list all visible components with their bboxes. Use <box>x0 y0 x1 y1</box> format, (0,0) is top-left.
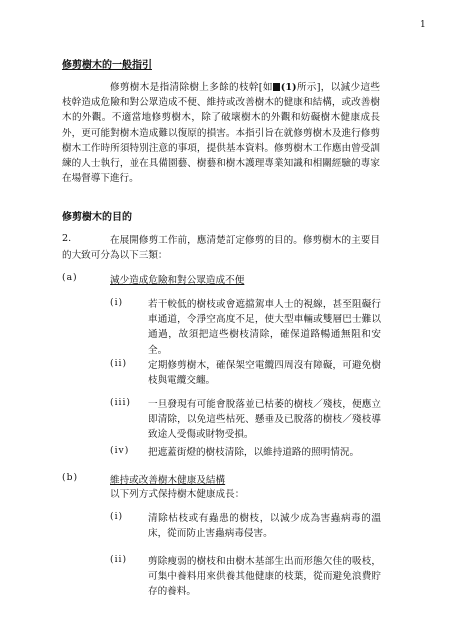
list-item-marker: (ii) <box>110 554 128 565</box>
list-item-marker: (iii) <box>110 397 131 408</box>
figure-reference-label: (1) <box>280 82 297 93</box>
list-item-text: 把遮蓋街燈的樹枝清除，以維持道路的照明情況。 <box>148 447 360 458</box>
list-item-text: 一旦發現有可能會脫落並已枯萎的樹枝／殘枝，便應立即清除，以免這些枯死、懸垂及已脫落的樹枝／殘枝導致途人受傷或財物受損。 <box>148 399 381 441</box>
list-item-text: 清除枯枝或有蟲患的樹枝，以減少成為害蟲病毒的溫床，從而防止害蟲病毒侵害。 <box>148 513 381 540</box>
subsection-b-intro: 以下列方式保持樹木健康成長： <box>110 489 245 500</box>
figure-icon <box>273 83 280 91</box>
paragraph-number: 2. <box>62 233 72 244</box>
section-heading-purpose: 修剪樹木的目的 <box>62 212 132 223</box>
list-item-marker: (ii) <box>110 358 128 369</box>
list-item-text: 定期修剪樹木，確保架空電纜四周沒有障礙，可避免樹枝與電纜交纏。 <box>148 360 381 387</box>
list-item-text: 剪除瘦弱的樹枝和由樹木基部生出而形態欠佳的吸枝，可集中養料用來供養其他健康的枝葉，從而避免浪費貯存的養料。 <box>148 556 381 598</box>
intro-paragraph <box>62 80 380 186</box>
intro-text-start: 修剪樹木是指清除樹上多餘的枝幹[如 <box>110 82 273 93</box>
intro-text-end: 所示]，以減少這些枝幹造成危險和對公眾造成不便、維持或改善樹木的健康和結構，或改善樹木的外觀。不適當地修剪樹木，除了破壞樹木的外觀和妨礙樹木健康成長外，更可能對樹木造成難以復原的損害。本指引旨在就修剪樹木及進行修剪樹木工作時所須特別注意的事項，提供基本資料。修剪樹木工作應由曾受訓練的人士執行，並在具備園藝、樹藝和樹木護理專業知識和相關經驗的專家在場督導下進行。 <box>62 82 380 185</box>
figure-reference <box>273 82 297 93</box>
list-item-marker: (iv) <box>110 445 130 456</box>
purpose-paragraph: 在展開修剪工作前，應清楚訂定修剪的目的。修剪樹木的主要目的大致可分為以下三類： <box>62 235 380 262</box>
page-number: 1 <box>420 20 426 30</box>
list-item-marker: (i) <box>110 511 124 522</box>
subsection-a-marker: (a) <box>62 272 78 283</box>
list-item-marker: (i) <box>110 297 124 308</box>
subsection-b-title: 維持或改善樹木健康及結構 <box>110 475 226 486</box>
subsection-b-marker: (b) <box>62 472 79 483</box>
list-item-text: 若干較低的樹枝或會遮擋駕車人士的視線，甚至阻礙行車通道，令淨空高度不足，使大型車輛或雙層巴士難以通過，故須把這些樹枝清除，確保道路暢通無阻和安全。 <box>148 299 381 356</box>
section-heading-general-guidelines: 修剪樹木的一般指引 <box>62 60 152 71</box>
subsection-a-title: 減少造成危險和對公眾造成不便 <box>110 275 245 286</box>
